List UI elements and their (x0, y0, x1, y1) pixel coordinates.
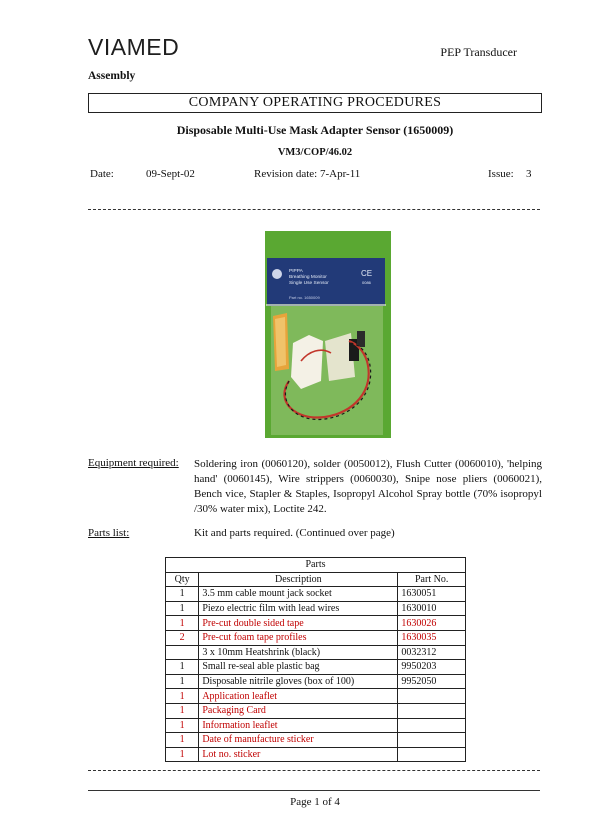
cell-description: Small re-seal able plastic bag (199, 660, 398, 675)
lot-mark: 0086 (362, 280, 371, 285)
footer-rule (88, 790, 540, 791)
bottom-dashed-divider (88, 770, 540, 771)
cell-qty: 1 (166, 747, 199, 762)
page-number: Page 1 of 4 (290, 796, 340, 808)
section-title: Assembly (88, 70, 136, 82)
product-photo-drawing (265, 231, 391, 438)
cell-description: 3.5 mm cable mount jack socket (199, 587, 398, 602)
cell-qty: 2 (166, 630, 199, 645)
parts-table (165, 557, 466, 762)
equipment-label: Equipment required: (88, 457, 179, 469)
cell-description: Lot no. sticker (199, 747, 398, 762)
table-row (166, 674, 466, 689)
table-row (166, 601, 466, 616)
top-dashed-divider (88, 209, 540, 210)
table-row (166, 747, 466, 762)
cell-qty: 1 (166, 616, 199, 631)
document-code: VM3/COP/46.02 (277, 147, 353, 158)
issue-label: Issue: (488, 168, 514, 180)
product-photo (265, 231, 391, 438)
table-row (166, 616, 466, 631)
cell-qty: 1 (166, 689, 199, 704)
table-row (166, 587, 466, 602)
cell-description: Piezo electric film with lead wires (199, 601, 398, 616)
cell-qty: 1 (166, 733, 199, 748)
company-logo: VIAMED (88, 34, 180, 60)
table-row (166, 630, 466, 645)
parts-list-text: Kit and parts required. (Continued over page) (194, 527, 395, 539)
table-row (166, 660, 466, 675)
parts-table-header-row (166, 572, 466, 587)
cell-qty: 1 (166, 601, 199, 616)
package-part-no: Part no. 1650009 (289, 295, 320, 300)
cell-part-no (398, 703, 466, 718)
table-row (166, 689, 466, 704)
cell-part-no (398, 747, 466, 762)
cell-qty: 1 (166, 660, 199, 675)
table-row (166, 718, 466, 733)
cell-part-no: 9950203 (398, 660, 466, 675)
parts-table-body (166, 587, 466, 762)
cell-part-no: 1630010 (398, 601, 466, 616)
date-value: 09-Sept-02 (146, 168, 195, 180)
cell-qty: 1 (166, 587, 199, 602)
date-label: Date: (90, 168, 114, 180)
parts-list-label: Parts list: (88, 527, 130, 539)
cell-part-no: 0032312 (398, 645, 466, 660)
table-row (166, 733, 466, 748)
cell-description: Application leaflet (199, 689, 398, 704)
package-line-1: PIPPA (289, 269, 303, 274)
header-qty: Qty (166, 572, 199, 587)
cell-part-no (398, 718, 466, 733)
cell-qty: 1 (166, 703, 199, 718)
cell-description: Information leaflet (199, 718, 398, 733)
cell-part-no (398, 733, 466, 748)
cell-qty: 1 (166, 674, 199, 689)
package-line-2: Breathing Monitor (289, 275, 327, 280)
document-type: PEP Transducer (440, 45, 517, 59)
cell-qty: 1 (166, 718, 199, 733)
cell-description: Disposable nitrile gloves (box of 100) (199, 674, 398, 689)
cell-part-no: 1630051 (398, 587, 466, 602)
cell-description: Pre-cut foam tape profiles (199, 630, 398, 645)
cell-part-no: 9952050 (398, 674, 466, 689)
cell-description: 3 x 10mm Heatshrink (black) (199, 645, 398, 660)
cell-description: Packaging Card (199, 703, 398, 718)
parts-table-caption-row (166, 558, 466, 573)
document-title: Disposable Multi-Use Mask Adapter Sensor (1650009) (176, 123, 454, 137)
table-row (166, 703, 466, 718)
header-description: Description (199, 572, 398, 587)
ce-mark: CE (361, 269, 373, 278)
equipment-text: Soldering iron (0060120), solder (0050012), Flush Cutter (0060010), 'helping hand' (0060145), Wire strippers (0060030), Snipe nose pliers (0060021), Bench vice, Stapler & Staples, Isopropyl Alcohol Spray bottle (70% isopropyl /30% water mix), Loctite 242. (194, 458, 542, 515)
cell-description: Pre-cut double sided tape (199, 616, 398, 631)
cell-qty (166, 645, 199, 660)
cell-part-no: 1630035 (398, 630, 466, 645)
package-line-3: Single Use Sensor (289, 281, 329, 286)
header-part-no: Part No. (398, 572, 466, 587)
issue-value: 3 (526, 168, 532, 180)
cell-part-no (398, 689, 466, 704)
parts-table-caption: Parts (166, 558, 466, 573)
cell-part-no: 1630026 (398, 616, 466, 631)
table-row (166, 645, 466, 660)
revision-date: Revision date: 7-Apr-11 (254, 168, 361, 180)
procedures-banner: COMPANY OPERATING PROCEDURES (88, 93, 542, 113)
cell-description: Date of manufacture sticker (199, 733, 398, 748)
